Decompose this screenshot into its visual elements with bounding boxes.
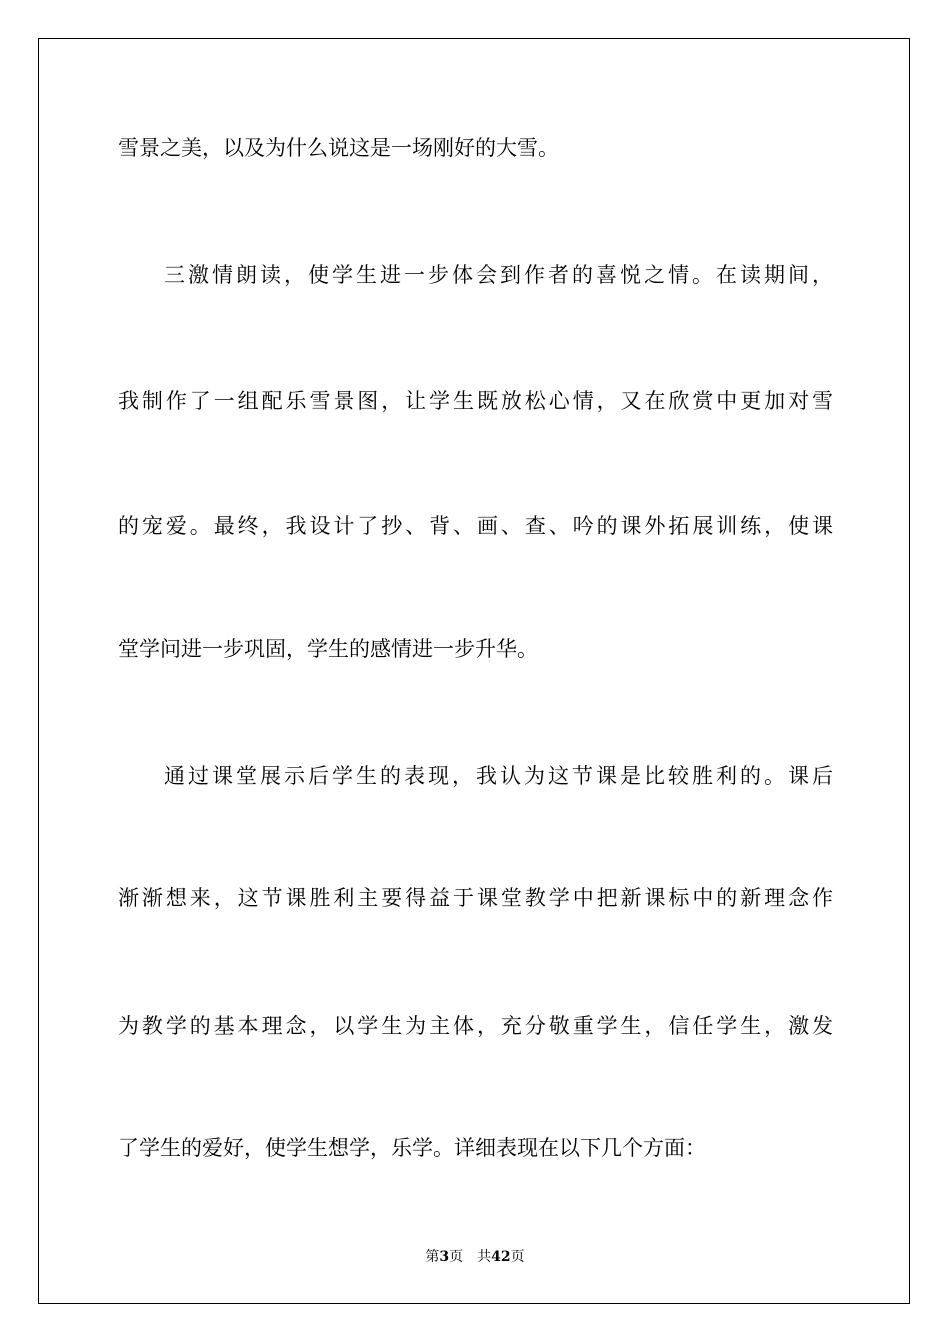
body-line-1: 雪景之美，以及为什么说这是一场刚好的大雪。	[118, 136, 559, 160]
body-line-7: 渐渐想来，这节课胜利主要得益于课堂教学中把新课标中的新理念作	[118, 886, 833, 910]
body-line-6: 通过课堂展示后学生的表现，我认为这节课是比较胜利的。课后	[164, 764, 833, 788]
body-line-4: 的宠爱。最终，我设计了抄、背、画、查、吟的课外拓展训练，使课	[118, 514, 833, 538]
page-number: 3	[439, 1249, 450, 1265]
body-line-9: 了学生的爱好，使学生想学，乐学。详细表现在以下几个方面：	[118, 1136, 706, 1160]
total-suffix: 页	[510, 1249, 525, 1265]
body-line-2: 三激情朗读，使学生进一步体会到作者的喜悦之情。在读期间，	[164, 263, 833, 287]
page-footer	[0, 1248, 950, 1266]
total-prefix: 共	[477, 1249, 492, 1265]
body-line-5: 堂学问进一步巩固，学生的感情进一步升华。	[118, 637, 538, 661]
page-prefix: 第	[425, 1249, 440, 1265]
body-line-3: 我制作了一组配乐雪景图，让学生既放松心情，又在欣赏中更加对雪	[118, 389, 833, 413]
page-border	[38, 38, 910, 1304]
body-line-8: 为教学的基本理念，以学生为主体，充分敬重学生，信任学生，激发	[118, 1014, 833, 1038]
page-suffix: 页	[449, 1249, 464, 1265]
total-pages: 42	[491, 1249, 511, 1265]
